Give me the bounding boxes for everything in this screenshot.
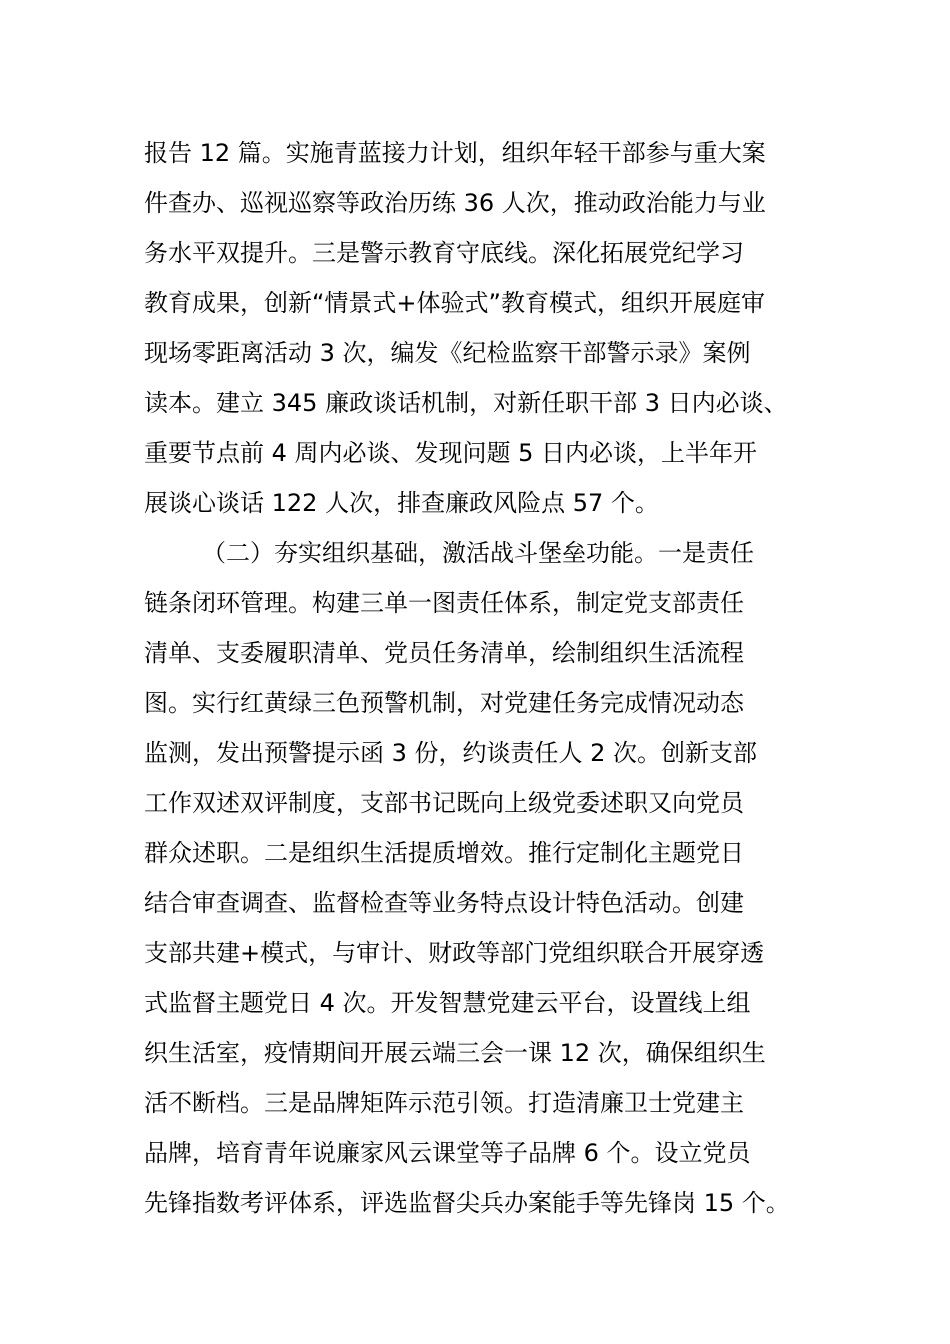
paragraph-line: 重要节点前 4 周内必谈、发现问题 5 日内必谈，上半年开 [144, 439, 758, 467]
paragraph-line: 先锋指数考评体系，评选监督尖兵办案能手等先锋岗 15 个。 [144, 1189, 790, 1217]
paragraph-line: 清单、支委履职清单、党员任务清单，绘制组织生活流程 [144, 639, 744, 667]
paragraph-line: 现场零距离活动 3 次，编发《纪检监察干部警示录》案例 [144, 339, 751, 367]
paragraph-line: 链条闭环管理。构建三单一图责任体系，制定党支部责任 [144, 589, 744, 617]
paragraph-line: 件查办、巡视巡察等政治历练 36 人次，推动政治能力与业 [144, 189, 766, 217]
section-heading-line: （二）夯实组织基础，激活战斗堡垒功能。一是责任 [202, 539, 754, 567]
paragraph-1 [144, 128, 834, 528]
paragraph-line: 织生活室，疫情期间开展云端三会一课 12 次，确保组织生 [144, 1039, 766, 1067]
paragraph-line: 报告 12 篇。实施青蓝接力计划，组织年轻干部参与重大案 [144, 139, 766, 167]
paragraph-2 [144, 528, 834, 1228]
paragraph-line: 活不断档。三是品牌矩阵示范引领。打造清廉卫士党建主 [144, 1089, 744, 1117]
paragraph-line: 品牌，培育青年说廉家风云课堂等子品牌 6 个。设立党员 [144, 1139, 751, 1167]
paragraph-line: 监测，发出预警提示函 3 份，约谈责任人 2 次。创新支部 [144, 739, 758, 767]
paragraph-line: 工作双述双评制度，支部书记既向上级党委述职又向党员 [144, 789, 744, 817]
paragraph-line: 读本。建立 345 廉政谈话机制，对新任职干部 3 日内必谈、 [144, 389, 788, 417]
paragraph-line: 群众述职。二是组织生活提质增效。推行定制化主题党日 [144, 839, 744, 867]
paragraph-line: 结合审查调查、监督检查等业务特点设计特色活动。创建 [144, 889, 744, 917]
paragraph-line: 支部共建+模式，与审计、财政等部门党组织联合开展穿透 [144, 939, 765, 967]
paragraph-line: 务水平双提升。三是警示教育守底线。深化拓展党纪学习 [144, 239, 744, 267]
paragraph-line: 图。实行红黄绿三色预警机制，对党建任务完成情况动态 [144, 689, 744, 717]
paragraph-line: 教育成果，创新“情景式+体验式”教育模式，组织开展庭审 [144, 289, 765, 317]
paragraph-line: 式监督主题党日 4 次。开发智慧党建云平台，设置线上组 [144, 989, 751, 1017]
paragraph-line: 展谈心谈话 122 人次，排查廉政风险点 57 个。 [144, 489, 659, 517]
document-body [144, 128, 834, 1228]
